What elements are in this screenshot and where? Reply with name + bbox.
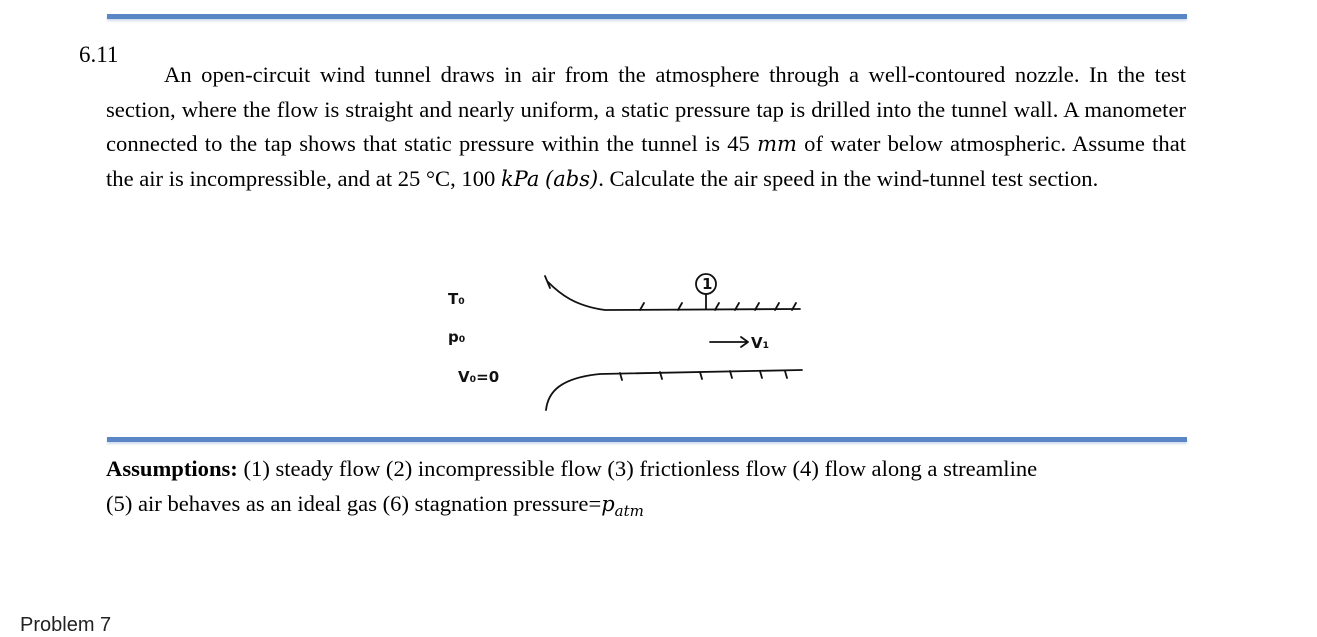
velocity-arrow [710, 337, 748, 347]
problem-calculate: . Calculate [598, 165, 695, 191]
p0-label: p₀ [448, 328, 466, 346]
assumptions-line-1: (1) steady flow (2) incompressible flow (3) frictionless flow (4) flow along a streamline [237, 456, 1038, 481]
p-atm-symbol: p [601, 491, 615, 516]
middle-divider-rule [107, 437, 1187, 442]
assumptions-line-2: (5) air behaves as an ideal gas (6) stagnation pressure= [106, 490, 602, 516]
v1-label: V₁ [751, 334, 770, 352]
cut-off-next-heading: Problem 7 [20, 614, 112, 636]
problem-line-5: the air speed in the wind-tunnel test section. [700, 165, 1099, 191]
p-atm-subscript: atm [614, 501, 644, 520]
problem-line-4: water below atmospheric. Assume that the air is incompressible, and at 25 °C, 100 [106, 131, 1187, 191]
lower-wall-curve [546, 370, 802, 410]
unit-mm: mm [757, 132, 797, 156]
problem-statement [106, 58, 1186, 196]
problem-line-1: An open-circuit wind tunnel draws in air from the atmosphere through a well-contoured nozzle. In [164, 62, 1108, 87]
assumptions-block [106, 452, 1186, 528]
problem-line-2: the test section, where the flow is straight and nearly uniform, a static pressure tap is drilled into the [106, 62, 1186, 122]
assumptions-heading: Assumptions: [106, 456, 238, 481]
station-1-label: 1 [702, 275, 713, 293]
top-divider-rule [107, 14, 1187, 19]
t0-label: T₀ [448, 290, 465, 308]
problem-line-3: tunnel wall. A manometer connected to the tap shows that static pressure within the tunnel is 45 [106, 96, 1186, 156]
unit-abs: (abs) [545, 166, 599, 191]
v0-label: V₀=0 [458, 368, 500, 386]
problem-number: 6.11 [79, 42, 119, 67]
upper-wall-curve [548, 282, 800, 310]
wind-tunnel-svg [430, 262, 820, 422]
problem-word-of: of [804, 131, 823, 156]
wind-tunnel-sketch [430, 262, 820, 422]
unit-kpa: kPa [500, 166, 540, 191]
